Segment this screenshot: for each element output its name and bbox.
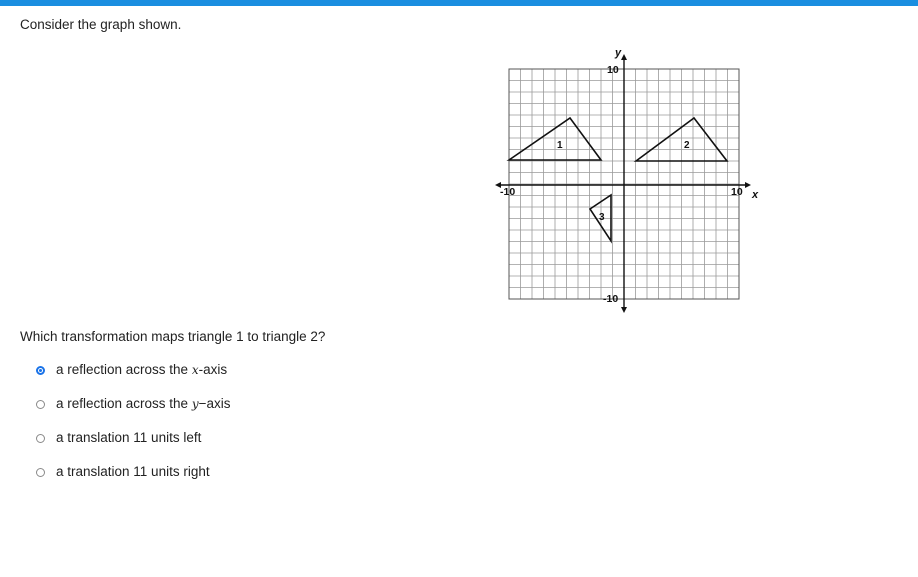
option-reflect-y-axis[interactable] [36,396,231,430]
question-text: Which transformation maps triangle 1 to triangle 2? [20,329,326,344]
triangle-1-label: 1 [557,140,563,151]
option-translate-right[interactable] [36,464,231,498]
x-axis-label: x [752,189,759,201]
option-reflect-x-axis[interactable] [36,362,231,396]
answer-options [36,362,231,498]
triangle-3-label: 3 [599,212,605,223]
y-axis-label: y [615,47,622,59]
option-4-radio[interactable] [36,468,45,477]
y-axis-down-arrow [621,307,627,313]
prompt-text: Consider the graph shown. [20,17,182,32]
y-axis-up-arrow [621,54,627,60]
x-axis-right-arrow [745,182,751,188]
triangle-2-label: 2 [684,140,690,151]
option-1-radio[interactable] [36,366,45,375]
y-min-tick-label: -10 [603,293,619,305]
option-1-label: a reflection across the x-axis [56,362,228,377]
option-translate-left[interactable] [36,430,231,464]
option-2-radio[interactable] [36,400,45,409]
x-max-tick-label: 10 [731,186,743,198]
option-4-label: a translation 11 units right [56,464,210,479]
option-3-radio[interactable] [36,434,45,443]
option-2-variable: y [191,397,199,411]
y-max-tick-label: 10 [607,64,619,76]
option-2-label: a reflection across the y−axis [56,396,231,411]
top-accent-bar [0,0,918,6]
option-3-label: a translation 11 units left [56,430,202,445]
coordinate-graph [494,44,764,319]
option-1-variable: x [191,363,199,377]
x-min-tick-label: -10 [500,186,516,198]
